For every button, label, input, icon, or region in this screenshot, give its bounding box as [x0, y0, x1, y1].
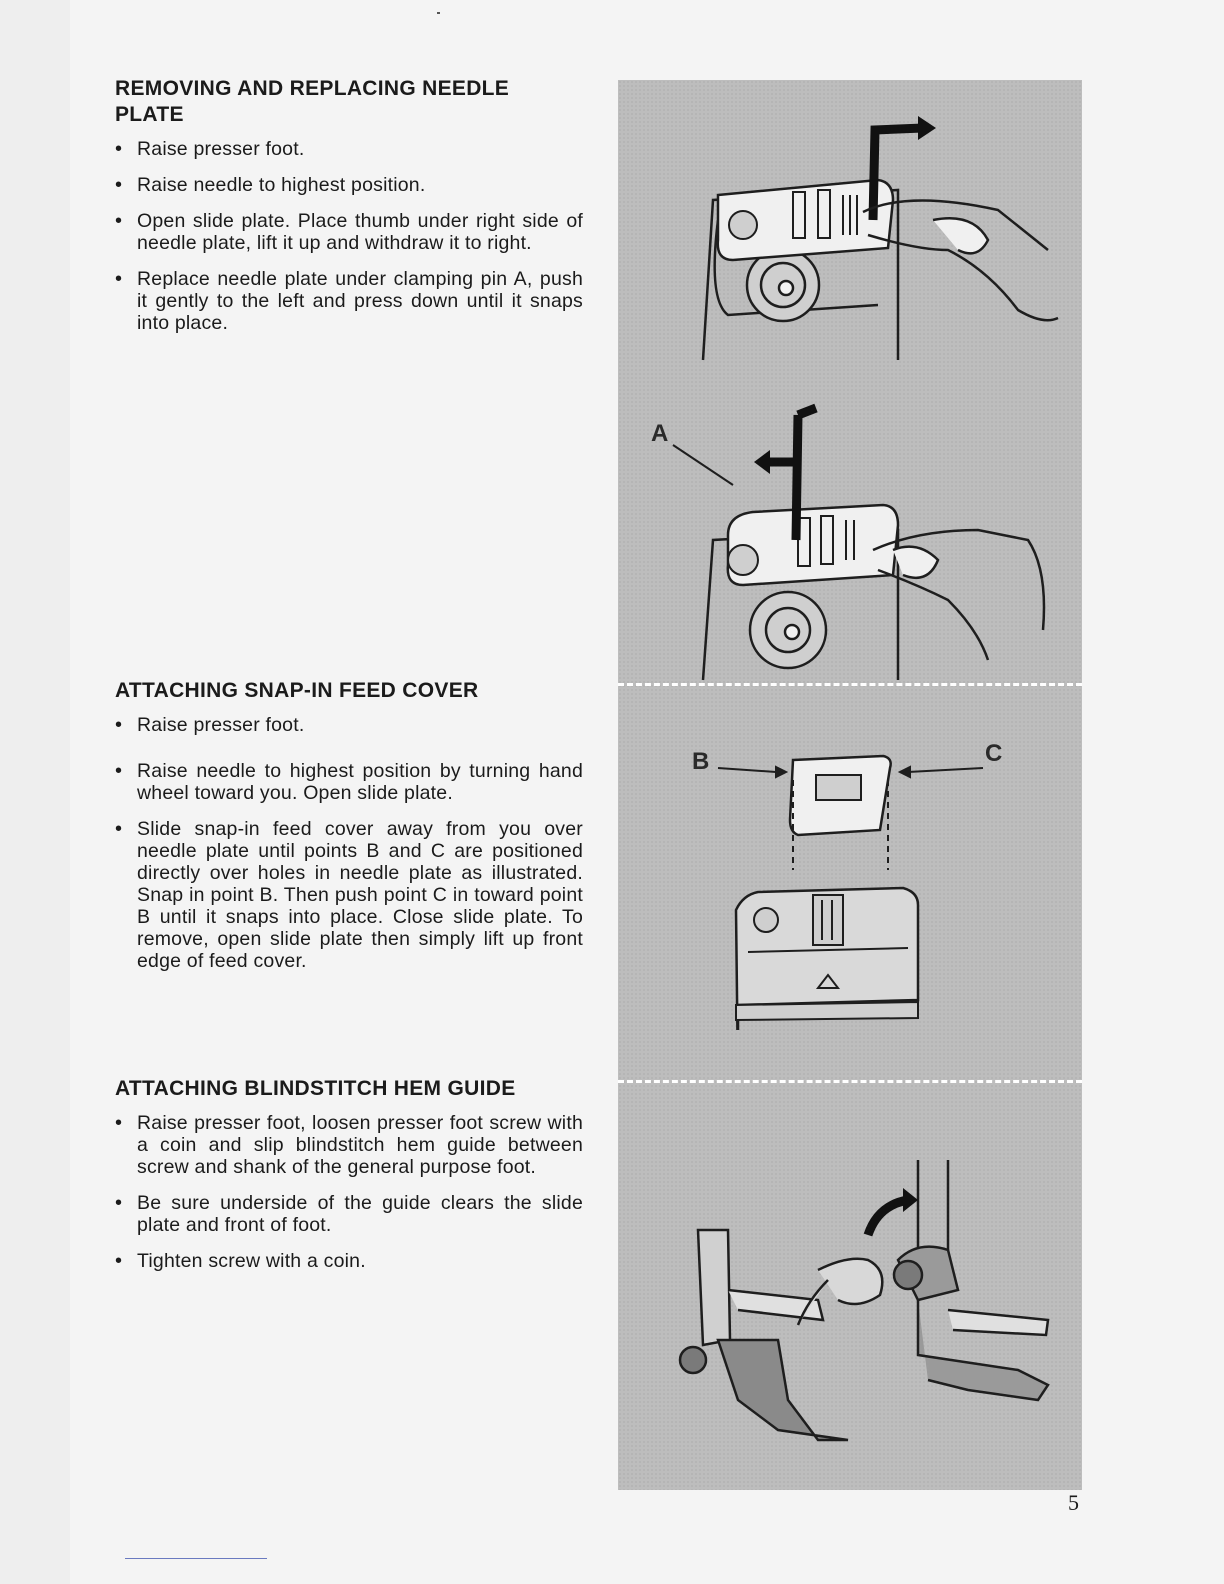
list-item: • Raise presser foot. — [113, 138, 583, 160]
instruction-list — [113, 138, 583, 334]
section-heading: REMOVING AND REPLACING NEEDLE PLATE — [115, 77, 510, 126]
page-number: 5 — [1068, 1490, 1079, 1515]
section-divider — [618, 683, 1082, 686]
section-heading: ATTACHING SNAP-IN FEED COVER — [115, 679, 479, 702]
feed-cover-illustration — [618, 720, 1082, 1030]
instruction-list — [113, 714, 583, 972]
needle-plate-removal-illustration — [618, 100, 1082, 390]
illustration-panel — [618, 80, 1082, 1490]
list-item: • Open slide plate. Place thumb under right side of needle plate, lift it up and withdraw it to right. — [113, 210, 583, 254]
list-item: • Raise presser foot. — [113, 714, 583, 736]
list-item: • Raise presser foot, loosen presser foot screw with a coin and slip blindstitch hem guide between screw and shank of the general purpose foot. — [113, 1112, 583, 1178]
scan-speck — [437, 12, 440, 14]
blindstitch-guide-illustration — [618, 1140, 1082, 1480]
instruction-list — [113, 1112, 583, 1272]
section-blindstitch-guide — [113, 1076, 583, 1286]
section-feed-cover — [113, 678, 583, 986]
label-a: A — [651, 420, 669, 447]
needle-plate-replace-illustration — [618, 400, 1082, 690]
list-item: • Slide snap-in feed cover away from you over needle plate until points B and C are positioned directly over holes in needle plate as illustrated. Snap in point B. Then push point C in toward point B until it snaps into place. Close slide plate. To remove, open slide plate then simply lift up front edge of feed cover. — [113, 818, 583, 972]
list-item: • Raise needle to highest position by turning hand wheel toward you. Open slide plate. — [113, 760, 583, 804]
footer-rule — [125, 1558, 267, 1559]
list-item: • Be sure underside of the guide clears the slide plate and front of foot. — [113, 1192, 583, 1236]
list-item: • Replace needle plate under clamping pin A, push it gently to the left and press down until it snaps into place. — [113, 268, 583, 334]
list-item: • Raise needle to highest position. — [113, 174, 583, 196]
page-margin-shade — [0, 0, 70, 1584]
label-c: C — [985, 740, 1003, 767]
section-needle-plate — [113, 76, 583, 348]
list-item: • Tighten screw with a coin. — [113, 1250, 583, 1272]
label-b: B — [692, 748, 710, 775]
section-heading: ATTACHING BLINDSTITCH HEM GUIDE — [115, 1077, 516, 1100]
section-divider — [618, 1080, 1082, 1083]
